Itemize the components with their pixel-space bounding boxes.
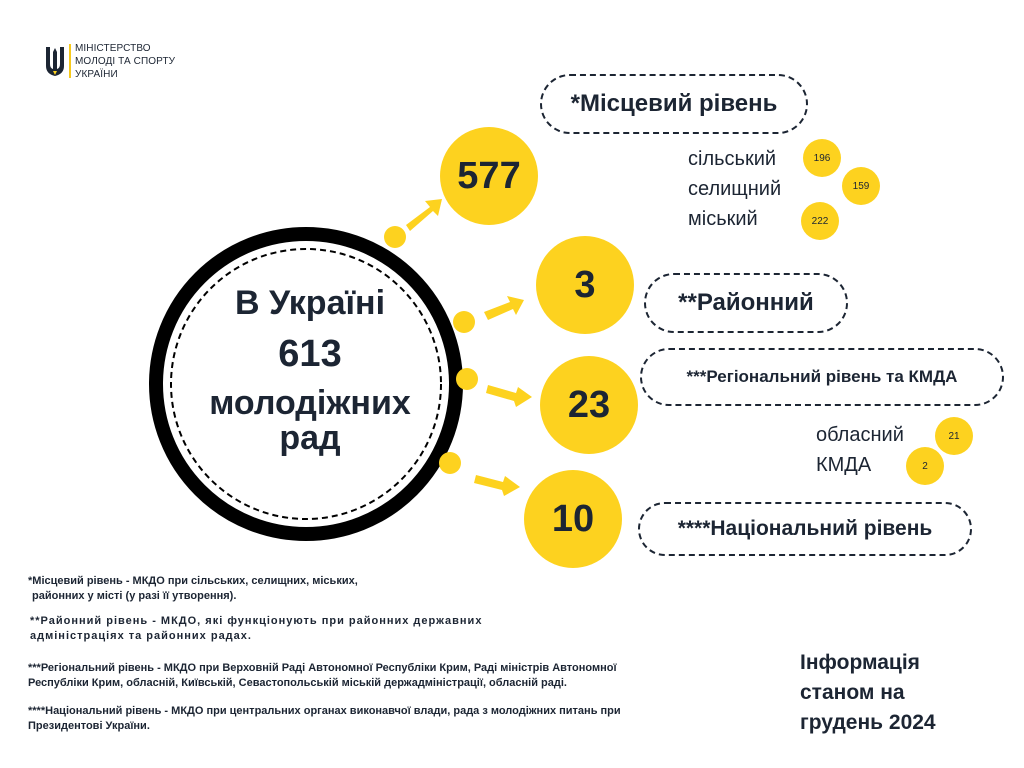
footnote-regional-line-1: ***Регіональний рівень - МКДО при Верховній Раді Автономної Республіки Крим, Раді міністрів Автономної <box>28 662 617 674</box>
arrow-district <box>484 296 524 320</box>
local-settlement-label: селищний <box>688 178 782 200</box>
info-line-2: станом на <box>800 681 905 704</box>
local-city-label: міський <box>688 208 758 230</box>
arrow-national <box>474 475 520 496</box>
ministry-line-3: УКРАЇНИ <box>75 69 118 80</box>
footnote-regional <box>28 661 617 691</box>
footnote-regional-line-2: Республіки Крим, обласній, Київській, Севастопольській міській держадміністрації, обласній раді. <box>28 677 567 689</box>
footnote-local <box>28 574 358 604</box>
regional-kmda-count: 2 <box>906 447 944 485</box>
footnote-local-line-1: *Місцевий рівень - МКДО при сільських, селищних, міських, <box>28 575 358 587</box>
local-level-count: 577 <box>440 127 538 225</box>
ministry-line-2: МОЛОДІ ТА СПОРТУ <box>75 56 176 67</box>
arrow-regional <box>486 385 532 407</box>
footnote-national-line-1: ****Національний рівень - МКДО при центральних органах виконавчої влади, рада з молодіжних питань при <box>28 705 621 717</box>
ministry-name <box>75 42 175 81</box>
ring-total-number: 613 <box>278 333 342 375</box>
ministry-line-1: МІНІСТЕРСТВО <box>75 43 151 54</box>
local-settlement-count: 159 <box>842 167 880 205</box>
connector-dot-local <box>384 226 406 248</box>
logo-divider <box>69 44 71 78</box>
local-level-label: *Місцевий рівень <box>540 74 808 134</box>
footnote-district-line-1: **Районний рівень - МКДО, які функціонують при районних державних <box>30 615 483 627</box>
district-level-label: **Районний <box>644 273 848 333</box>
footnote-district <box>30 614 482 644</box>
regional-level-label: ***Регіональний рівень та КМДА <box>640 348 1004 406</box>
local-rural-count: 196 <box>803 139 841 177</box>
trident-coat-of-arms-icon <box>44 44 66 78</box>
ring-word-councils: рад <box>279 419 341 457</box>
regional-kmda-label: КМДА <box>816 454 872 476</box>
info-line-3: грудень 2024 <box>800 711 936 734</box>
district-level-count: 3 <box>536 236 634 334</box>
regional-oblast-count: 21 <box>935 417 973 455</box>
regional-level-count: 23 <box>540 356 638 454</box>
regional-oblast-label: обласний <box>816 424 904 446</box>
arrow-local <box>406 199 442 231</box>
local-rural-label: сільський <box>688 148 777 170</box>
footnote-local-line-2: районних у місті (у разі її утворення). <box>32 590 237 602</box>
national-level-count: 10 <box>524 470 622 568</box>
info-date-block <box>800 648 936 738</box>
ring-title: В Україні <box>234 284 386 322</box>
national-level-label: ****Національний рівень <box>638 502 972 556</box>
ring-word-youth: молодіжних <box>209 384 411 422</box>
footnote-national <box>28 704 621 734</box>
info-line-1: Інформація <box>800 651 920 674</box>
footnote-national-line-2: Президентові України. <box>28 720 150 732</box>
local-city-count: 222 <box>801 202 839 240</box>
footnote-district-line-2: адміністраціях та районних радах. <box>30 630 252 642</box>
